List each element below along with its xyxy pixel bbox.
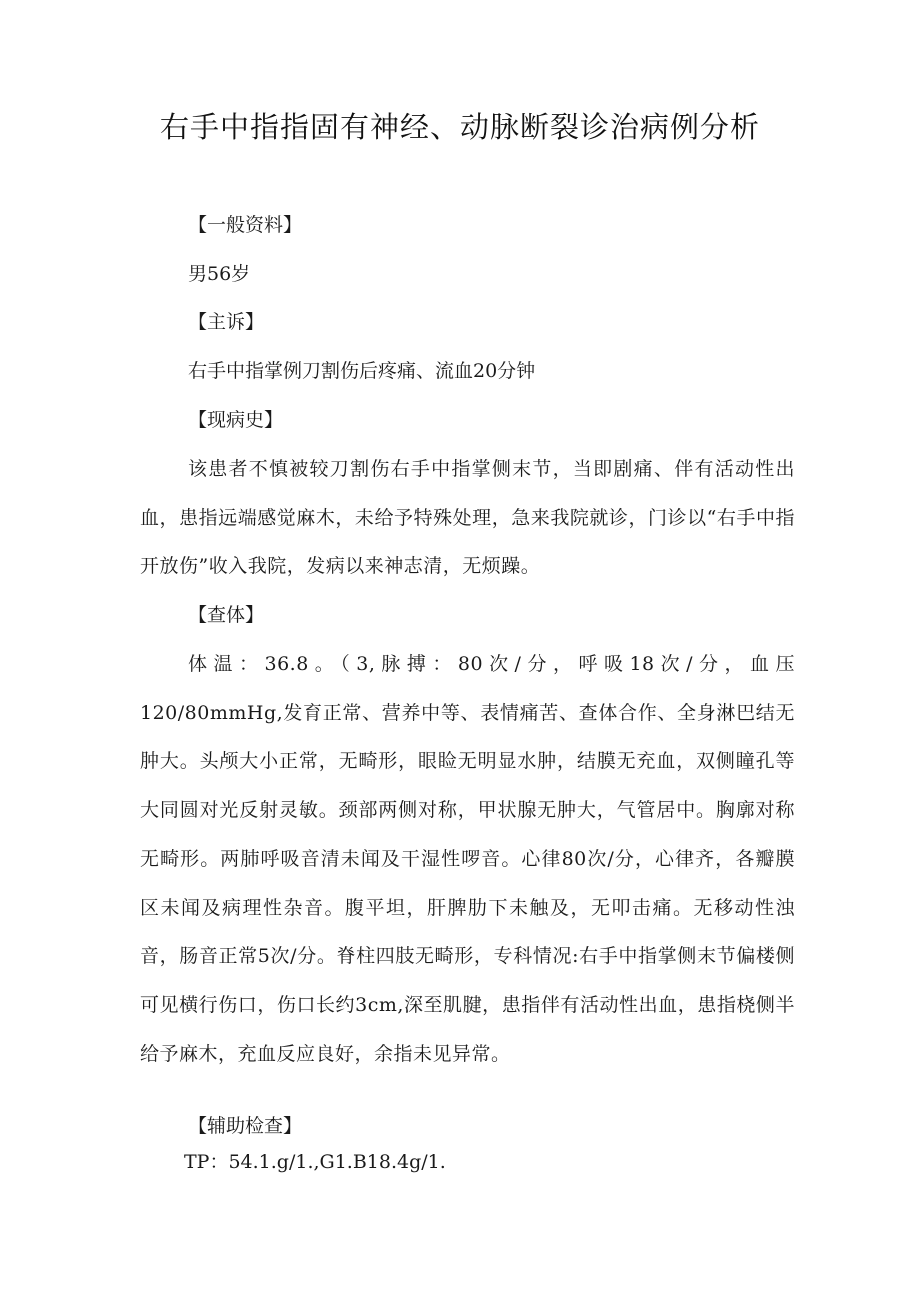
complaint-text: 右手中指掌例刀割伤后疼痛、流血20分钟 [188, 360, 536, 382]
general-text: 男56岁 [188, 263, 251, 285]
general-heading: 【一般资料】 [188, 214, 303, 236]
aux-heading: 【辅助检查】 [188, 1115, 303, 1137]
exam-heading: 【查体】 [188, 604, 265, 626]
complaint-heading: 【主诉】 [188, 311, 265, 333]
document-title: 右手中指指固有神经、动脉断裂诊治病例分析 [159, 110, 760, 144]
history-paragraph: 该患者不慎被较刀割伤右手中指掌侧末节，当即剧痛、伴有活动性出血，患指远端感觉麻木，未给予特殊处理，急来我院就诊，门诊以“右手中指开放伤”收入我院，发病以来神志清，无烦躁。 [140, 458, 795, 578]
history-heading: 【现病史】 [188, 409, 284, 431]
exam-paragraph: 体温：36.8。（3,脉搏：80次/分，呼吸18次/分，血压120/80mmHg,发育正常、营养中等、表情痛苦、查体合作、全身淋巴结无肿大。头颅大小正常，无畸形，眼睑无明显水肿，结膜无充血，双侧瞳孔等大同圆对光反射灵敏。颈部两侧对称，甲状腺无肿大，气管居中。胸廓对称无畸形。两肺呼吸音清未闻及干湿性啰音。心律80次/分，心律齐，各瓣膜区未闻及病理性杂音。腹平坦，肝脾肋下未触及，无叩击痛。无移动性浊音，肠音正常5次/分。脊柱四肢无畸形，专科情况:右手中指掌侧末节偏楼侧可见横行伤口，伤口长约3cm,深至肌腱，患指伴有活动性出血，患指桡侧半给予麻木，充血反应良好，余指未见异常。 [140, 653, 795, 1065]
lab-result-text: TP：54.1.g/1.,G1.B18.4g/1. [184, 1151, 446, 1173]
